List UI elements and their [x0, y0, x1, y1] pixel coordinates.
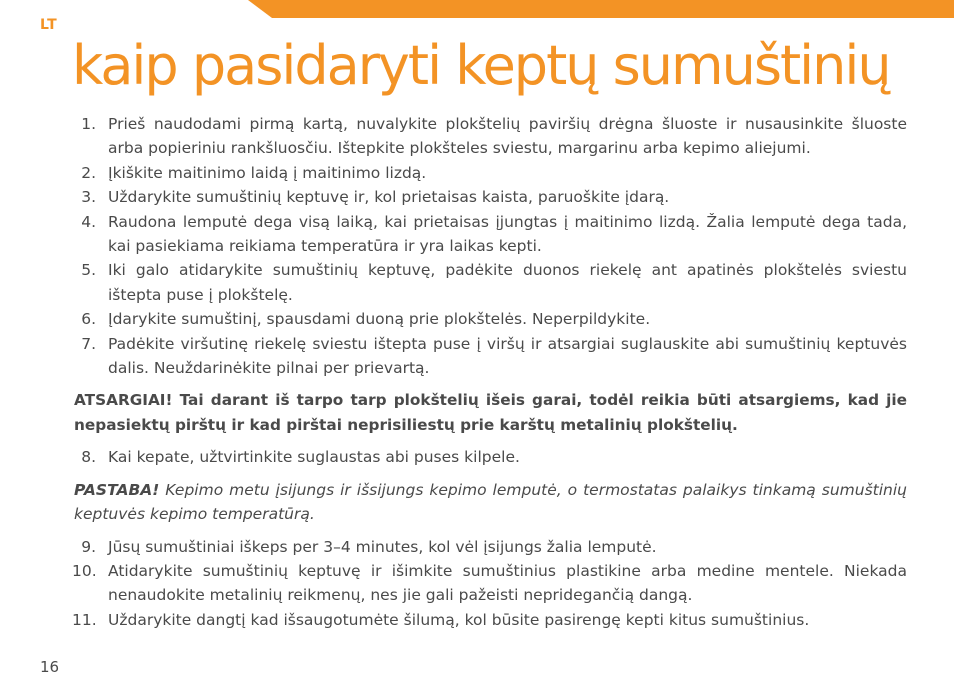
instructions-body: [74, 112, 907, 632]
step-text: Atidarykite sumuštinių keptuvę ir išimkite sumuštinius plastikine arba medine mentele. Niekada nenaudokite metalinių reikmenų, nes jie gali pažeisti nepridegančią dangą.: [108, 561, 907, 605]
page-number: 16: [40, 658, 60, 676]
step-text: Prieš naudodami pirmą kartą, nuvalykite plokštelių paviršių drėgna šluoste ir nusausinkite šluoste arba popieriniu rankšluosčiu. Ištepkite plokšteles sviestu, margarinu arba kepimo aliejumi.: [108, 115, 907, 158]
list-item: [74, 210, 907, 259]
step-number: 2.: [81, 163, 96, 182]
step-number: 3.: [81, 188, 96, 207]
page-title: kaip pasidaryti keptų sumuštinių: [72, 34, 890, 97]
step-text: Įdarykite sumuštinį, spausdami duoną prie plokštelės. Neperpildykite.: [108, 310, 651, 329]
step-text: Jūsų sumuštiniai iškeps per 3–4 minutes, kol vėl įsijungs žalia lemputė.: [108, 537, 657, 556]
steps-list-c: [74, 535, 907, 633]
list-item: [74, 332, 907, 381]
step-text: Raudona lemputė dega visą laiką, kai prietaisas įjungtas į maitinimo lizdą. Žalia lemputė dega tada, kai pasiekiama reikiama temperatūra ir yra laikas kepti.: [108, 212, 907, 256]
warning-paragraph: ATSARGIAI! Tai darant iš tarpo tarp plokštelių išeis garai, todėl reikia būti atsargiems, kad jie nepasiektų pirštų ir kad pirštai neprisiliestų prie karštų metalinių plokštelių.: [74, 391, 907, 434]
list-item: [74, 307, 907, 331]
list-item: [74, 161, 907, 185]
list-item: [74, 559, 907, 608]
steps-list-a: [74, 112, 907, 380]
list-item: [74, 445, 907, 469]
step-number: 7.: [81, 334, 96, 353]
language-label: LT: [40, 17, 58, 33]
step-text: Įkiškite maitinimo laidą į maitinimo lizdą.: [108, 163, 427, 182]
step-number: 6.: [81, 310, 96, 329]
steps-list-b: [74, 445, 907, 469]
note-label: PASTABA!: [74, 480, 160, 499]
note-text: Kepimo metu įsijungs ir išsijungs kepimo lemputė, o termostatas palaikys tinkamą sumuštinių keptuvės kepimo temperatūrą.: [74, 480, 907, 524]
step-number: 4.: [81, 212, 96, 231]
step-number: 5.: [81, 261, 96, 280]
list-item: [74, 535, 907, 559]
step-text: Kai kepate, užtvirtinkite suglaustas abi puses kilpele.: [108, 448, 520, 467]
step-number: 11.: [72, 610, 97, 629]
list-item: [74, 258, 907, 307]
step-number: 1.: [81, 115, 96, 133]
list-item: [74, 185, 907, 209]
step-number: 9.: [81, 537, 96, 556]
note-paragraph: [74, 478, 907, 527]
step-number: 8.: [81, 448, 96, 467]
list-item: [74, 608, 907, 632]
header-accent-band: [248, 0, 954, 18]
step-number: 10.: [72, 561, 97, 580]
list-item: [74, 112, 907, 161]
step-text: Uždarykite sumuštinių keptuvę ir, kol prietaisas kaista, paruoškite įdarą.: [108, 188, 670, 207]
step-text: Padėkite viršutinę riekelę sviestu ištepta puse į viršų ir atsargiai suglauskite abi sumuštinių keptuvės dalis. Neuždarinėkite pilnai per prievartą.: [108, 334, 907, 378]
step-text: Uždarykite dangtį kad išsaugotumėte šilumą, kol būsite pasirengę kepti kitus sumuštinius.: [108, 610, 810, 629]
step-text: Iki galo atidarykite sumuštinių keptuvę, padėkite duonos riekelę ant apatinės plokštelės sviestu ištepta puse į plokštelę.: [108, 261, 907, 304]
